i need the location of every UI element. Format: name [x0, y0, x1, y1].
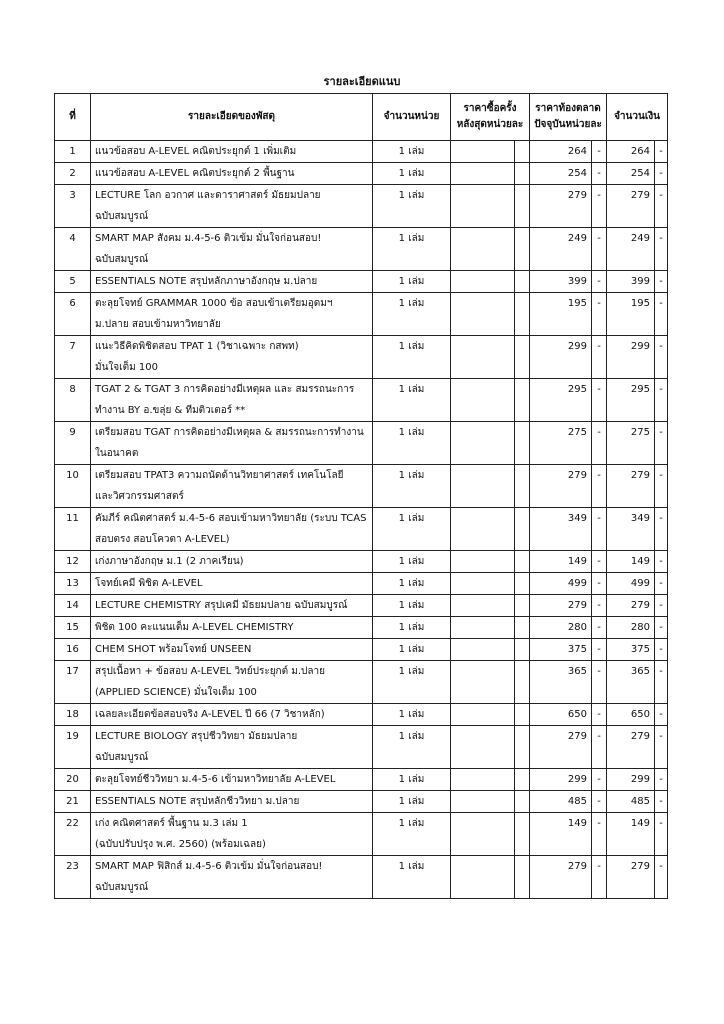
- last-purchase-satang: [515, 813, 530, 856]
- item-quantity: 1 เล่ม: [373, 141, 451, 163]
- row-number: 12: [55, 551, 91, 573]
- item-description-line: ฉบับสมบูรณ์: [95, 882, 149, 893]
- row-number: 4: [55, 228, 91, 271]
- last-purchase-price: [451, 228, 515, 271]
- item-quantity: 1 เล่ม: [373, 813, 451, 856]
- market-price: 650: [530, 704, 592, 726]
- header-last-price-line1: ราคาซื้อครั้ง: [463, 103, 517, 114]
- item-amount: 299: [607, 769, 655, 791]
- last-purchase-price: [451, 551, 515, 573]
- item-description-line: สรุปเนื้อหา + ข้อสอบ A-LEVEL วิทย์ประยุกต์ ม.ปลาย: [95, 666, 325, 677]
- last-purchase-satang: [515, 185, 530, 228]
- last-purchase-price: [451, 163, 515, 185]
- item-description: [91, 769, 373, 791]
- last-purchase-price: [451, 595, 515, 617]
- item-description: [91, 595, 373, 617]
- item-description-line: ฉบับสมบูรณ์: [95, 211, 149, 222]
- row-number: 8: [55, 379, 91, 422]
- market-price-satang: -: [592, 595, 607, 617]
- last-purchase-satang: [515, 639, 530, 661]
- row-number: 6: [55, 293, 91, 336]
- last-purchase-satang: [515, 726, 530, 769]
- amount-satang: -: [655, 726, 668, 769]
- item-quantity: 1 เล่ม: [373, 595, 451, 617]
- last-purchase-satang: [515, 336, 530, 379]
- last-purchase-satang: [515, 508, 530, 551]
- last-purchase-price: [451, 639, 515, 661]
- item-description: [91, 228, 373, 271]
- item-description-line: ESSENTIALS NOTE สรุปหลักชีววิทยา ม.ปลาย: [95, 796, 300, 807]
- market-price: 399: [530, 271, 592, 293]
- last-purchase-price: [451, 336, 515, 379]
- market-price-satang: -: [592, 336, 607, 379]
- item-description-line: สอบตรง สอบโควตา A-LEVEL): [95, 534, 230, 545]
- table-row: [55, 293, 668, 336]
- item-description-line: ตะลุยโจทย์ GRAMMAR 1000 ข้อ สอบเข้าเตรียมอุดมฯ: [95, 298, 333, 309]
- item-amount: 375: [607, 639, 655, 661]
- header-quantity: จำนวนหน่วย: [373, 94, 451, 141]
- item-description: [91, 465, 373, 508]
- last-purchase-satang: [515, 704, 530, 726]
- last-purchase-price: [451, 465, 515, 508]
- item-description-line: SMART MAP ฟิสิกส์ ม.4-5-6 ติวเข้ม มั่นใจก่อนสอบ!: [95, 861, 323, 872]
- last-purchase-price: [451, 813, 515, 856]
- item-quantity: 1 เล่ม: [373, 769, 451, 791]
- header-market-price-line2: ปัจจุบันหน่วยละ: [534, 119, 602, 130]
- last-purchase-satang: [515, 293, 530, 336]
- last-purchase-price: [451, 379, 515, 422]
- item-description-line: และวิศวกรรมศาสตร์: [95, 491, 184, 502]
- item-description: [91, 573, 373, 595]
- market-price-satang: -: [592, 704, 607, 726]
- item-amount: 485: [607, 791, 655, 813]
- amount-satang: -: [655, 813, 668, 856]
- item-description-line: เตรียมสอบ TGAT การคิดอย่างมีเหตุผล & สมรรถนะการทำงาน: [95, 427, 364, 438]
- table-row: [55, 185, 668, 228]
- amount-satang: -: [655, 163, 668, 185]
- row-number: 22: [55, 813, 91, 856]
- market-price: 375: [530, 639, 592, 661]
- item-description-line: ทำงาน BY อ.ขลุ่ย & ทีมติวเตอร์ **: [95, 405, 246, 416]
- item-quantity: 1 เล่ม: [373, 271, 451, 293]
- market-price: 295: [530, 379, 592, 422]
- header-last-price-line2: หลังสุดหน่วยละ: [456, 119, 524, 130]
- market-price-satang: -: [592, 185, 607, 228]
- table-row: [55, 163, 668, 185]
- row-number: 10: [55, 465, 91, 508]
- table-row: [55, 791, 668, 813]
- header-market-price: [530, 94, 607, 141]
- item-quantity: 1 เล่ม: [373, 617, 451, 639]
- item-amount: 280: [607, 617, 655, 639]
- item-description: [91, 551, 373, 573]
- item-description-line: ม.ปลาย สอบเข้ามหาวิทยาลัย: [95, 319, 221, 330]
- item-description-line: LECTURE CHEMISTRY สรุปเคมี มัธยมปลาย ฉบับสมบูรณ์: [95, 600, 348, 611]
- last-purchase-satang: [515, 228, 530, 271]
- item-quantity: 1 เล่ม: [373, 185, 451, 228]
- amount-satang: -: [655, 639, 668, 661]
- item-description-line: (APPLIED SCIENCE) มั่นใจเต็ม 100: [95, 687, 257, 698]
- row-number: 13: [55, 573, 91, 595]
- amount-satang: -: [655, 856, 668, 899]
- row-number: 15: [55, 617, 91, 639]
- market-price-satang: -: [592, 617, 607, 639]
- market-price: 195: [530, 293, 592, 336]
- row-number: 9: [55, 422, 91, 465]
- row-number: 7: [55, 336, 91, 379]
- item-quantity: 1 เล่ม: [373, 163, 451, 185]
- table-row: [55, 661, 668, 704]
- amount-satang: -: [655, 551, 668, 573]
- item-description-line: พิชิต 100 คะแนนเต็ม A-LEVEL CHEMISTRY: [95, 622, 294, 633]
- market-price: 275: [530, 422, 592, 465]
- item-quantity: 1 เล่ม: [373, 422, 451, 465]
- market-price-satang: -: [592, 769, 607, 791]
- item-amount: 349: [607, 508, 655, 551]
- market-price: 280: [530, 617, 592, 639]
- amount-satang: -: [655, 595, 668, 617]
- last-purchase-satang: [515, 163, 530, 185]
- market-price: 299: [530, 336, 592, 379]
- row-number: 11: [55, 508, 91, 551]
- header-amount: จำนวนเงิน: [607, 94, 668, 141]
- last-purchase-satang: [515, 465, 530, 508]
- item-amount: 299: [607, 336, 655, 379]
- market-price-satang: -: [592, 271, 607, 293]
- market-price: 299: [530, 769, 592, 791]
- market-price-satang: -: [592, 573, 607, 595]
- item-amount: 149: [607, 551, 655, 573]
- item-amount: 195: [607, 293, 655, 336]
- item-quantity: 1 เล่ม: [373, 661, 451, 704]
- item-amount: 365: [607, 661, 655, 704]
- last-purchase-satang: [515, 551, 530, 573]
- last-purchase-price: [451, 141, 515, 163]
- market-price-satang: -: [592, 293, 607, 336]
- item-description-line: CHEM SHOT พร้อมโจทย์ UNSEEN: [95, 644, 252, 655]
- item-amount: 275: [607, 422, 655, 465]
- row-number: 20: [55, 769, 91, 791]
- item-description-line: ESSENTIALS NOTE สรุปหลักภาษาอังกฤษ ม.ปลาย: [95, 276, 318, 287]
- item-amount: 249: [607, 228, 655, 271]
- market-price-satang: -: [592, 639, 607, 661]
- item-description: [91, 791, 373, 813]
- item-description-line: แนวข้อสอบ A-LEVEL คณิตประยุกต์ 2 พื้นฐาน: [95, 168, 295, 179]
- item-amount: 295: [607, 379, 655, 422]
- last-purchase-price: [451, 293, 515, 336]
- row-number: 17: [55, 661, 91, 704]
- table-row: [55, 813, 668, 856]
- item-amount: 279: [607, 595, 655, 617]
- last-purchase-satang: [515, 856, 530, 899]
- table-row: [55, 639, 668, 661]
- item-amount: 279: [607, 185, 655, 228]
- last-purchase-price: [451, 856, 515, 899]
- item-description: [91, 163, 373, 185]
- table-row: [55, 141, 668, 163]
- item-description-line: เก่ง คณิตศาสตร์ พื้นฐาน ม.3 เล่ม 1: [95, 818, 248, 829]
- table-row: [55, 551, 668, 573]
- last-purchase-price: [451, 508, 515, 551]
- item-description-line: มั่นใจเต็ม 100: [95, 362, 158, 373]
- table-row: [55, 422, 668, 465]
- market-price-satang: -: [592, 163, 607, 185]
- last-purchase-price: [451, 617, 515, 639]
- last-purchase-satang: [515, 617, 530, 639]
- amount-satang: -: [655, 336, 668, 379]
- amount-satang: -: [655, 791, 668, 813]
- market-price-satang: -: [592, 856, 607, 899]
- amount-satang: -: [655, 185, 668, 228]
- item-description: [91, 422, 373, 465]
- item-description-line: โจทย์เคมี พิชิต A-LEVEL: [95, 578, 203, 589]
- item-quantity: 1 เล่ม: [373, 791, 451, 813]
- header-description: รายละเอียดของพัสดุ: [91, 94, 373, 141]
- amount-satang: -: [655, 573, 668, 595]
- last-purchase-price: [451, 422, 515, 465]
- market-price: 264: [530, 141, 592, 163]
- item-description-line: คัมภีร์ คณิตศาสตร์ ม.4-5-6 สอบเข้ามหาวิทยาลัย (ระบบ TCAS: [95, 513, 367, 524]
- item-description: [91, 508, 373, 551]
- item-quantity: 1 เล่ม: [373, 228, 451, 271]
- item-table: [54, 93, 668, 899]
- row-number: 3: [55, 185, 91, 228]
- item-quantity: 1 เล่ม: [373, 336, 451, 379]
- last-purchase-satang: [515, 141, 530, 163]
- row-number: 18: [55, 704, 91, 726]
- market-price-satang: -: [592, 791, 607, 813]
- last-purchase-price: [451, 185, 515, 228]
- table-header-row: [55, 94, 668, 141]
- amount-satang: -: [655, 617, 668, 639]
- market-price: 349: [530, 508, 592, 551]
- amount-satang: -: [655, 422, 668, 465]
- item-amount: 650: [607, 704, 655, 726]
- item-amount: 264: [607, 141, 655, 163]
- item-amount: 254: [607, 163, 655, 185]
- item-description-line: แนวข้อสอบ A-LEVEL คณิตประยุกต์ 1 เพิ่มเติม: [95, 146, 297, 157]
- table-row: [55, 271, 668, 293]
- table-row: [55, 573, 668, 595]
- item-quantity: 1 เล่ม: [373, 508, 451, 551]
- market-price-satang: -: [592, 228, 607, 271]
- item-description-line: SMART MAP สังคม ม.4-5-6 ติวเข้ม มั่นใจก่อนสอบ!: [95, 233, 322, 244]
- last-purchase-satang: [515, 422, 530, 465]
- row-number: 1: [55, 141, 91, 163]
- last-purchase-satang: [515, 791, 530, 813]
- market-price: 279: [530, 185, 592, 228]
- row-number: 21: [55, 791, 91, 813]
- item-quantity: 1 เล่ม: [373, 293, 451, 336]
- item-amount: 279: [607, 726, 655, 769]
- item-amount: 499: [607, 573, 655, 595]
- item-description-line: TGAT 2 & TGAT 3 การคิดอย่างมีเหตุผล และ สมรรถนะการ: [95, 384, 355, 395]
- last-purchase-satang: [515, 573, 530, 595]
- item-description-line: เตรียมสอบ TPAT3 ความถนัดด้านวิทยาศาสตร์ เทคโนโลยี: [95, 470, 344, 481]
- item-amount: 279: [607, 465, 655, 508]
- item-description-line: แนะวิธีคิดพิชิตสอบ TPAT 1 (วิชาเฉพาะ กสพท): [95, 341, 299, 352]
- item-description-line: ตะลุยโจทย์ชีววิทยา ม.4-5-6 เข้ามหาวิทยาลัย A-LEVEL: [95, 774, 336, 785]
- item-description-line: เฉลยละเอียดข้อสอบจริง A-LEVEL ปี 66 (7 วิชาหลัก): [95, 709, 325, 720]
- last-purchase-satang: [515, 769, 530, 791]
- item-description: [91, 617, 373, 639]
- table-row: [55, 508, 668, 551]
- item-quantity: 1 เล่ม: [373, 639, 451, 661]
- item-quantity: 1 เล่ม: [373, 465, 451, 508]
- item-description: [91, 271, 373, 293]
- market-price-satang: -: [592, 508, 607, 551]
- amount-satang: -: [655, 379, 668, 422]
- item-quantity: 1 เล่ม: [373, 573, 451, 595]
- amount-satang: -: [655, 141, 668, 163]
- market-price-satang: -: [592, 813, 607, 856]
- market-price: 254: [530, 163, 592, 185]
- row-number: 2: [55, 163, 91, 185]
- item-description-line: LECTURE โลก อวกาศ และดาราศาสตร์ มัธยมปลาย: [95, 190, 321, 201]
- item-description: [91, 856, 373, 899]
- market-price: 279: [530, 726, 592, 769]
- item-description-line: LECTURE BIOLOGY สรุปชีววิทยา มัธยมปลาย: [95, 731, 298, 742]
- market-price-satang: -: [592, 726, 607, 769]
- market-price: 149: [530, 551, 592, 573]
- market-price: 499: [530, 573, 592, 595]
- last-purchase-price: [451, 573, 515, 595]
- row-number: 23: [55, 856, 91, 899]
- last-purchase-price: [451, 704, 515, 726]
- header-last-price: [451, 94, 530, 141]
- item-description: [91, 813, 373, 856]
- market-price-satang: -: [592, 661, 607, 704]
- amount-satang: -: [655, 465, 668, 508]
- last-purchase-price: [451, 769, 515, 791]
- item-description: [91, 639, 373, 661]
- amount-satang: -: [655, 228, 668, 271]
- row-number: 19: [55, 726, 91, 769]
- table-row: [55, 228, 668, 271]
- amount-satang: -: [655, 661, 668, 704]
- last-purchase-price: [451, 791, 515, 813]
- amount-satang: -: [655, 704, 668, 726]
- market-price: 149: [530, 813, 592, 856]
- item-quantity: 1 เล่ม: [373, 856, 451, 899]
- table-row: [55, 336, 668, 379]
- header-market-price-line1: ราคาท้องตลาด: [535, 103, 601, 114]
- table-row: [55, 704, 668, 726]
- last-purchase-satang: [515, 379, 530, 422]
- market-price: 279: [530, 465, 592, 508]
- last-purchase-satang: [515, 271, 530, 293]
- item-description: [91, 379, 373, 422]
- table-row: [55, 379, 668, 422]
- market-price: 249: [530, 228, 592, 271]
- amount-satang: -: [655, 769, 668, 791]
- market-price-satang: -: [592, 141, 607, 163]
- amount-satang: -: [655, 293, 668, 336]
- item-quantity: 1 เล่ม: [373, 726, 451, 769]
- item-description: [91, 141, 373, 163]
- item-description-line: ฉบับสมบูรณ์: [95, 254, 149, 265]
- item-quantity: 1 เล่ม: [373, 551, 451, 573]
- last-purchase-satang: [515, 595, 530, 617]
- market-price-satang: -: [592, 422, 607, 465]
- row-number: 5: [55, 271, 91, 293]
- item-description: [91, 661, 373, 704]
- table-row: [55, 465, 668, 508]
- market-price-satang: -: [592, 551, 607, 573]
- item-description-line: ฉบับสมบูรณ์: [95, 752, 149, 763]
- table-row: [55, 856, 668, 899]
- last-purchase-price: [451, 661, 515, 704]
- header-no: ที่: [55, 94, 91, 141]
- item-description-line: เก่งภาษาอังกฤษ ม.1 (2 ภาคเรียน): [95, 556, 244, 567]
- item-amount: 149: [607, 813, 655, 856]
- document-title: รายละเอียดแนบ: [323, 75, 401, 88]
- item-description-line: (ฉบับปรับปรุง พ.ศ. 2560) (พร้อมเฉลย): [95, 839, 266, 850]
- table-row: [55, 595, 668, 617]
- market-price: 279: [530, 595, 592, 617]
- last-purchase-price: [451, 271, 515, 293]
- item-description: [91, 704, 373, 726]
- market-price: 485: [530, 791, 592, 813]
- table-row: [55, 617, 668, 639]
- market-price: 365: [530, 661, 592, 704]
- item-amount: 399: [607, 271, 655, 293]
- table-row: [55, 726, 668, 769]
- item-description: [91, 293, 373, 336]
- market-price: 279: [530, 856, 592, 899]
- market-price-satang: -: [592, 465, 607, 508]
- last-purchase-price: [451, 726, 515, 769]
- amount-satang: -: [655, 271, 668, 293]
- table-row: [55, 769, 668, 791]
- item-description: [91, 185, 373, 228]
- item-description-line: ในอนาคต: [95, 448, 139, 459]
- item-quantity: 1 เล่ม: [373, 379, 451, 422]
- market-price-satang: -: [592, 379, 607, 422]
- item-amount: 279: [607, 856, 655, 899]
- row-number: 14: [55, 595, 91, 617]
- item-description: [91, 336, 373, 379]
- row-number: 16: [55, 639, 91, 661]
- item-description: [91, 726, 373, 769]
- last-purchase-satang: [515, 661, 530, 704]
- amount-satang: -: [655, 508, 668, 551]
- item-quantity: 1 เล่ม: [373, 704, 451, 726]
